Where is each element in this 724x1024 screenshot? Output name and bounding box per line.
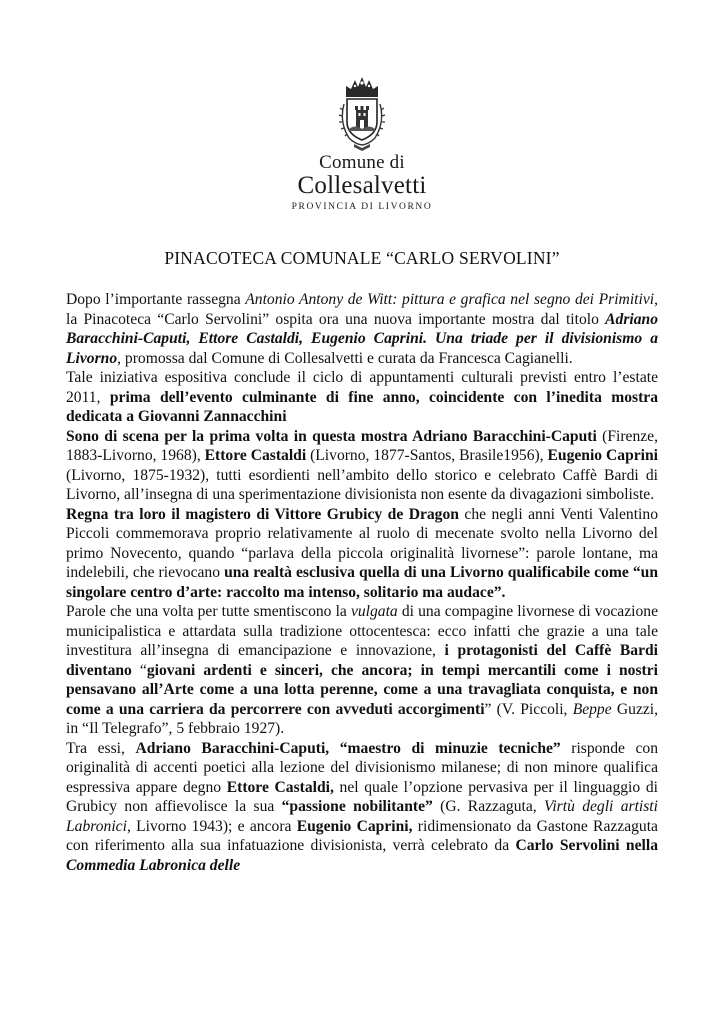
paragraph xyxy=(66,739,658,876)
text-run: (Firenze, 1883-Livorno, 1968), xyxy=(66,427,659,464)
text-run: Eugenio Caprini xyxy=(547,447,659,464)
text-run: Dopo l’importante rassegna xyxy=(66,291,246,308)
text-run: Sono di scena per la prima volta in questa mostra Adriano Baracchini-Caputi xyxy=(66,427,597,445)
org-name: Collesalvetti xyxy=(297,172,427,199)
text-run: i protagonisti del Caffè Bardi diventano xyxy=(66,642,659,679)
text-run: risponde con originalità di accenti poetici alla lezione del divisionismo milanese; di non minore qualifica espressiva appare degno xyxy=(66,739,658,796)
text-run: Parole che una volta per tutte smentiscono la xyxy=(66,603,351,620)
text-run: Tale iniziativa espositiva conclude il ciclo di appuntamenti culturali previsti entro l’estate 2011, xyxy=(66,369,658,406)
text-run: “ xyxy=(139,661,147,679)
coat-of-arms-icon xyxy=(337,74,387,152)
text-run: Ettore Castaldi xyxy=(204,447,307,464)
document-title: PINACOTECA COMUNALE “CARLO SERVOLINI” xyxy=(164,248,560,268)
org-name-prefix: Comune di xyxy=(319,152,405,173)
org-province: PROVINCIA DI LIVORNO xyxy=(291,202,433,212)
paragraph xyxy=(66,290,658,368)
text-run: giovani ardenti e sinceri, che ancora; in tempi mercantili come i nostri pensavano all’Arte come a una lotta perenne, come a una travagliata conquista, e non come a una carriera da percorrere con avveduti accorgimenti xyxy=(66,661,658,718)
text-run: “passione nobilitante” xyxy=(281,798,433,815)
text-run: ridimensionato da Gastone Razzaguta con riferimento alla sua infatuazione divisionista, verrà celebrato da xyxy=(66,817,658,854)
paragraph xyxy=(66,427,658,505)
text-run: Guzzi, in “Il Telegrafo”, 5 febbraio 1927). xyxy=(66,700,659,737)
text-run: , Livorno 1943); e ancora xyxy=(126,817,297,835)
text-run: Ettore Castaldi, xyxy=(226,778,334,796)
text-run: vulgata xyxy=(350,603,398,620)
text-run: Eugenio Caprini, xyxy=(296,817,413,835)
text-run: che negli anni Venti Valentino Piccoli commemorava proprio relativamente al ruolo di mecenate svolto nella Livorno del primo Novecento, quando “parlava della piccola originalità livornese”: parole lontane, ma indelebili, che rievocano xyxy=(66,505,658,581)
text-run: , la Pinacoteca “Carlo Servolini” ospita ora una nuova importante mostra dal titolo xyxy=(66,291,658,328)
text-run: Adriano Baracchini-Caputi, Ettore Castaldi, Eugenio Caprini. Una triade per il divisionismo a Livorno xyxy=(66,310,658,367)
document-body xyxy=(66,290,658,875)
text-run: Virtù degli artisti Labronici xyxy=(66,798,658,835)
text-run: Adriano Baracchini-Caputi, “maestro di minuzie tecniche” xyxy=(135,739,561,757)
text-run: Tra essi, xyxy=(66,739,136,757)
text-run: (Livorno, 1875-1932), tutti esordienti nell’ambito dello storico e celebrato Caffè Bardi di Livorno, all’insegna di una sperimentazione divisionista non esente da divagazioni simboliste. xyxy=(66,466,658,503)
text-run: una realtà esclusiva quella di una Livorno qualificabile come “un singolare centro d’arte: raccolto ma intenso, solitario ma audace”. xyxy=(66,564,658,601)
text-run: (Livorno, 1877-Santos, Brasile1956), xyxy=(306,447,548,464)
text-run: nel quale l’opzione pervasiva per il linguaggio di Grubicy non affievolisce la sua xyxy=(66,778,658,815)
text-run: Antonio Antony de Witt: pittura e grafica nel segno dei Primitivi xyxy=(245,291,655,308)
text-run: (G. Razzaguta, xyxy=(432,798,544,815)
text-run: Beppe xyxy=(572,700,612,718)
text-run: , promossa dal Comune di Collesalvetti e curata da Francesca Cagianelli. xyxy=(117,349,573,367)
paragraph xyxy=(66,505,658,603)
paragraph xyxy=(66,602,658,739)
text-run: Carlo Servolini nella xyxy=(515,837,658,854)
text-run: prima dell’evento culminante di fine anno, coincidente con l’inedita mostra dedicata a Giovanni Zannacchini xyxy=(66,388,659,425)
text-run: Commedia Labronica delle xyxy=(66,856,241,874)
text-run: ” (V. Piccoli, xyxy=(484,700,573,718)
text-run: Regna tra loro il magistero di Vittore Grubicy de Dragon xyxy=(66,505,459,523)
paragraph xyxy=(66,368,658,427)
text-run: di una compagine livornese di vocazione municipalistica e attardata sulla tradizione ottocentesca: ecco infatti che grazie a una tale investitura all’insegna di emancipazione e innovazione, xyxy=(66,603,658,659)
